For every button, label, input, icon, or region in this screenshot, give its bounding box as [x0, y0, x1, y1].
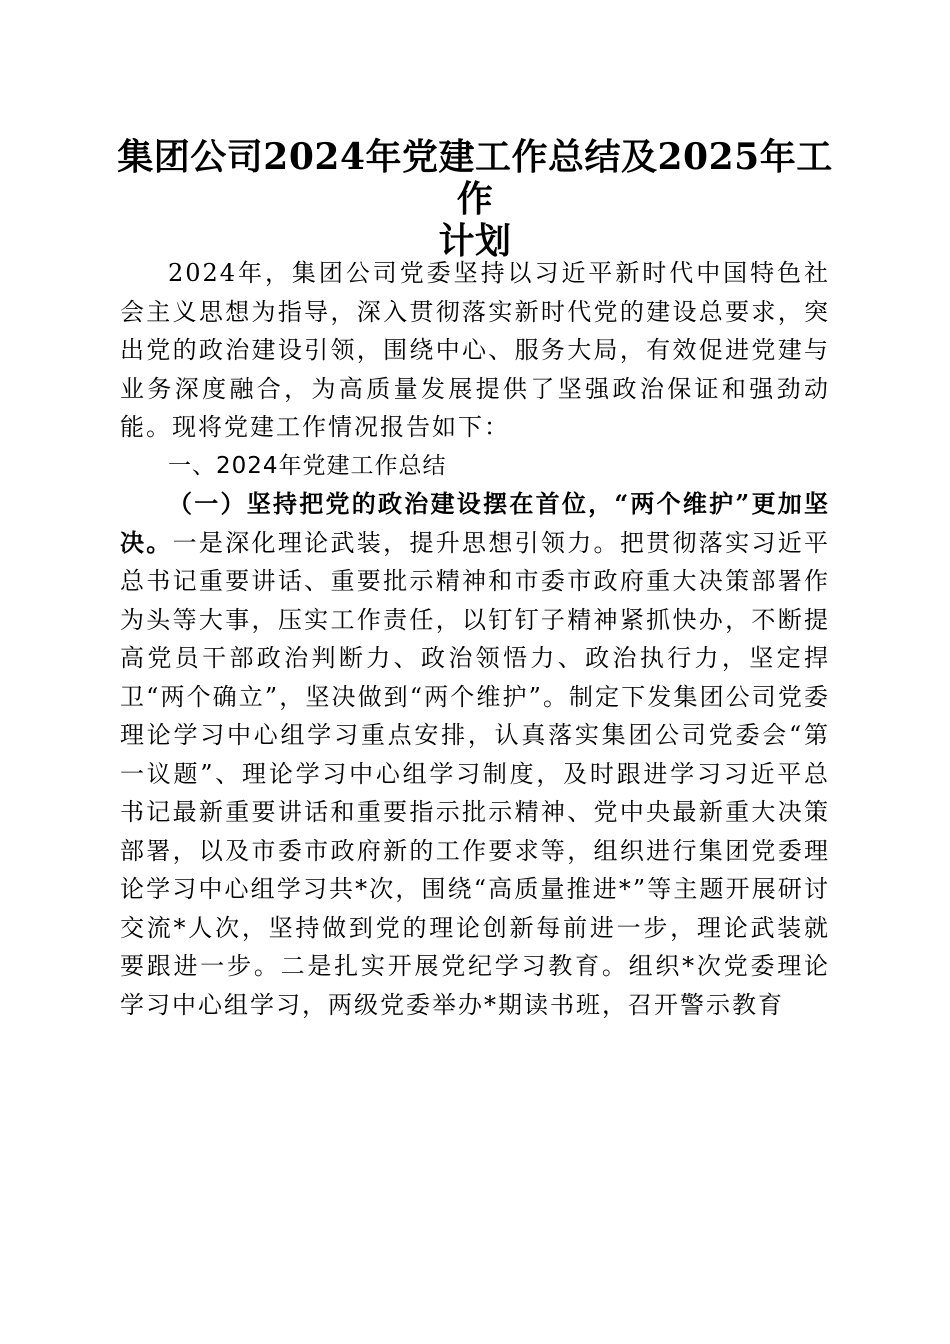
subsection-heading: （一）坚持把党的政治建设摆在首位，“两个维护”更加坚决。	[120, 489, 830, 557]
subsection-paragraph	[120, 485, 830, 1024]
section-heading: 一、2024年党建工作总结	[168, 452, 447, 479]
subsection-body: 一是深化理论武装，提升思想引领力。把贯彻落实习近平总书记重要讲话、重要批示精神和市委市政府重大决策部署作为头等大事，压实工作责任，以钉钉子精神紧抓快办，不断提高党员干部政治判断力、政治领悟力、政治执行力，坚定捍卫“两个确立”，坚决做到“两个维护”。制定下发集团公司党委理论学习中心组学习重点安排，认真落实集团公司党委会“第一议题”、理论学习中心组学习制度，及时跟进学习习近平总书记最新重要讲话和重要指示批示精神、党中央最新重大决策部署，以及市委市政府新的工作要求等，组织进行集团党委理论学习中心组学习共*次，围绕“高质量推进*”等主题开展研讨交流*人次，坚持做到党的理论创新每前进一步，理论武装就要跟进一步。二是扎实开展党纪学习教育。组织*次党委理论学习中心组学习，两级党委举办*期读书班，召开警示教育	[120, 528, 831, 1019]
document-title-line-2: 计划	[438, 220, 512, 262]
intro-paragraph: 2024年，集团公司党委坚持以习近平新时代中国特色社会主义思想为指导，深入贯彻落实新时代党的建设总要求，突出党的政治建设引领，围绕中心、服务大局，有效促进党建与业务深度融合，为高质量发展提供了坚强政治保证和强劲动能。现将党建工作情况报告如下：	[120, 259, 830, 441]
document-title-line-1: 集团公司2024年党建工作总结及2025年工作	[117, 136, 833, 220]
document-body	[120, 254, 830, 1024]
document-title	[100, 136, 850, 262]
